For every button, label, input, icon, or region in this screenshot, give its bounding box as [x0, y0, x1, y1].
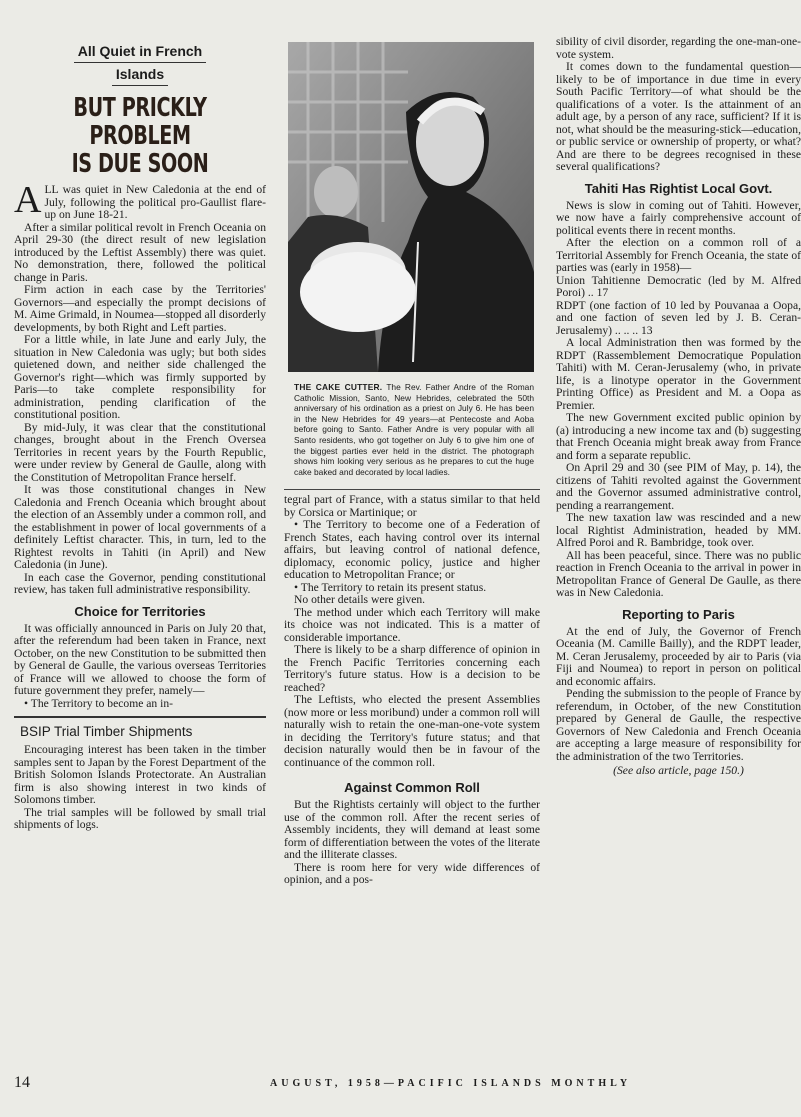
subheading-tahiti: Tahiti Has Rightist Local Govt.	[584, 180, 773, 196]
photo-illustration	[288, 42, 534, 372]
box-rule	[14, 716, 266, 718]
col1-para: • The Territory to become an in-	[24, 696, 173, 710]
col3-para: sibility of civil disorder, regarding the one-man-one-vote system.	[556, 35, 801, 61]
box-title: BSIP Trial Timber Shipments	[20, 724, 193, 739]
col1-para: By mid-July, it was clear that the constitutional changes, brought about in the French Oversea Territories in recent years by the Fourth Republic, were under review by General de Gaulle, along with the Constitution of Metropolitan France herself.	[14, 420, 266, 484]
kicker-line-2: Islands	[112, 63, 168, 86]
column-2	[284, 36, 540, 887]
masthead: AUGUST, 1958—PACIFIC ISLANDS MONTHLY	[270, 1078, 632, 1089]
lead-paragraph: ALL was quiet in New Caledonia at the end of July, following the political pro-Gaullist flare-up on June 18-21.	[14, 179, 266, 221]
kicker-line-1: All Quiet in French	[74, 40, 206, 63]
headline-line-2: IS DUE SOON	[71, 149, 209, 179]
col3-para: After the election on a common roll of a Territorial Assembly for French Oceania, the state of parties was (early in 1958)—	[556, 236, 801, 274]
col2-para: • The Territory to become one of a Federation of French States, each having control over its internal affairs, but leaving control of national defence, diplomacy, economic policy, justice and higher education to Metropolitan France; or	[284, 518, 540, 582]
party-row: Union Tahitienne Democratic (led by M. Alfred Poroi) .. 17	[556, 273, 801, 299]
col2-para: But the Rightists certainly will object to the further use of the common roll. After the recent series of Assembly incidents, they will demand at least some form of differentiation between the votes of the literate and the illiterate classes.	[284, 798, 540, 862]
column-3	[556, 36, 801, 778]
drop-cap: A	[14, 179, 42, 221]
caption-text: The Rev. Father Andre of the Roman Catholic Mission, Santo, New Hebrides, celebrated the 50th anniversary of his ordination as a priest on July 6. He has been in the New Hebrides for 49 years—at Pentecoste and Aoba before going to Santo. Father Andre is very popular with all Santo residents, who got together on July 6 to give him one of the biggest parties ever held in the district. The photograph shows him looking very serious as he prepares to cut the huge cake baked and decorated by local ladies.	[294, 382, 534, 477]
col1-para: It was those constitutional changes in New Caledonia and French Oceania which brought about the election of an Assembly under a common roll, and the establishment in power of local governments of a definitely Leftist character. This, in turn, led to the Rightest revolts in Tahiti (in April) and New Caledonia (in June).	[14, 483, 266, 571]
col2-para: • The Territory to retain its present status.	[294, 580, 487, 594]
col2-para: The Leftists, who elected the present Assemblies (now more or less moribund) under a common roll will naturally wish to retain the one-man-one-vote system in deciding the Territory's future status; and that decision naturally would then be in favour of the continuance of the common roll.	[284, 693, 540, 769]
page-number: 14	[14, 1074, 30, 1091]
col1-para: After a similar political revolt in French Oceania on April 29-30 (the direct result of new legislation introduced by the Leftist Assembly) there was quiet. No demonstration, there, followed the political change in Paris.	[14, 220, 266, 284]
headline-line-1: BUT PRICKLY PROBLEM	[73, 93, 207, 151]
caption-title: THE CAKE CUTTER.	[294, 382, 383, 392]
col3-para: News is slow in coming out of Tahiti. However, we now have a fairly comprehensive account of political events there in recent months.	[556, 198, 801, 237]
col1-para: Firm action in each case by the Territories' Governors—and especially the prompt decisions of M. Aime Grimald, in Noumea—stopped all disorderly developments, by both Right and Left parties.	[14, 283, 266, 334]
col3-para: The new Government excited public opinion by (a) introducing a new income tax and (b) suggesting that French Oceania might break away from France and form a separate republic.	[556, 411, 801, 462]
col3-para: On April 29 and 30 (see PIM of May, p. 14), the citizens of Tahiti revolted against the Government and the Governor assumed administrative control, pending a rearrangement.	[556, 461, 801, 512]
column-1	[14, 40, 266, 832]
col2-para: No other details were given.	[294, 593, 426, 607]
party-row: RDPT (one faction of 10 led by Pouvanaa a Oopa, and one faction of seven led by J. B. Ceran-Jerusalemy) .. .. .. 13	[556, 298, 801, 337]
col1-para: For a little while, in late June and early July, the situation in New Caledonia was ugly; but both sides quietened down, and neither side challenged the Governor's right—which was firmly supported by Paris—to take complete responsibility for administration, pending clarification of the constitutional position.	[14, 333, 266, 421]
col3-para: Pending the submission to the people of France by referendum, in October, of the new Constitution prepared by General de Gaulle, the respective Governors of New Caledonia and French Oceania are accepting a large measure of responsibility for the administration of the two Territories.	[556, 687, 801, 763]
photograph	[288, 42, 534, 372]
col2-para: There is room here for very wide differences of opinion, and a pos-	[284, 860, 540, 887]
col3-para: A local Administration then was formed by the RDPT (Rassemblement Democratique Population Tahiti) with M. Ceran-Jerusalemy (who, in private life, is a linotype operator in the Government Printing Office) as President and M. a Oopa as Premier.	[556, 336, 801, 412]
subheading-choice: Choice for Territories	[74, 603, 206, 619]
subheading-reporting: Reporting to Paris	[622, 606, 735, 622]
see-also-note: (See also article, page 150.)	[613, 764, 744, 777]
box-para: The trial samples will be followed by small trial shipments of logs.	[14, 805, 266, 831]
col1-para: In each case the Governor, pending constitutional review, has taken full administrative responsibility.	[14, 570, 266, 596]
col3-para: All has been peaceful, since. There was no public reaction in French Oceania to the arrival in power in Metropolitan France of General De Gaulle, as there was in New Caledonia.	[556, 548, 801, 599]
col2-para: tegral part of France, with a status similar to that held by Corsica or Martinique; or	[284, 493, 540, 519]
subheading-against: Against Common Roll	[344, 780, 480, 796]
caption-rule	[284, 489, 540, 490]
col2-para: There is likely to be a sharp difference of opinion in the French Pacific Territories concerning each Territory's future status. How is a decision to be reached?	[284, 643, 540, 694]
photo-caption	[294, 382, 534, 477]
col3-para: At the end of July, the Governor of French Oceania (M. Camille Bailly), and the RDPT leader, M. Ceran Jerusalemy, proceeded by air to Paris (via Fiji and Noumea) to report in person on political and economic affairs.	[556, 624, 801, 688]
col2-para: The method under which each Territory will make its choice was not indicated. This is a matter of considerable importance.	[284, 605, 540, 644]
headline	[37, 94, 244, 178]
box-para: Encouraging interest has been taken in the timber samples sent to Japan by the Forest Department of the British Solomon Islands Protectorate. An Australian firm is also showing interest in two kinds of Solomons timber.	[14, 743, 266, 806]
col3-para: It comes down to the fundamental question—likely to be of importance in due time in every South Pacific Territory—of what should be the qualifications of a voter. Is the attainment of an adult age, by a person of any race, sufficient? If it is not, what should be the measuring-stick—education, or public service or ownership of property, or what? And are there to be degrees recognised in these several qualifications?	[556, 60, 801, 173]
col3-para: The new taxation law was rescinded and a new local Rightist Administration, headed by MM. Alfred Poroi and R. Bambridge, took over.	[556, 511, 801, 549]
col1-para: It was officially announced in Paris on July 20 that, after the referendum had been taken in France, next October, on the new Constitution to be submitted then by General de Gaulle, the various overseas Territories of France will we allowed to choose the form of future government they prefer, namely—	[14, 621, 266, 697]
